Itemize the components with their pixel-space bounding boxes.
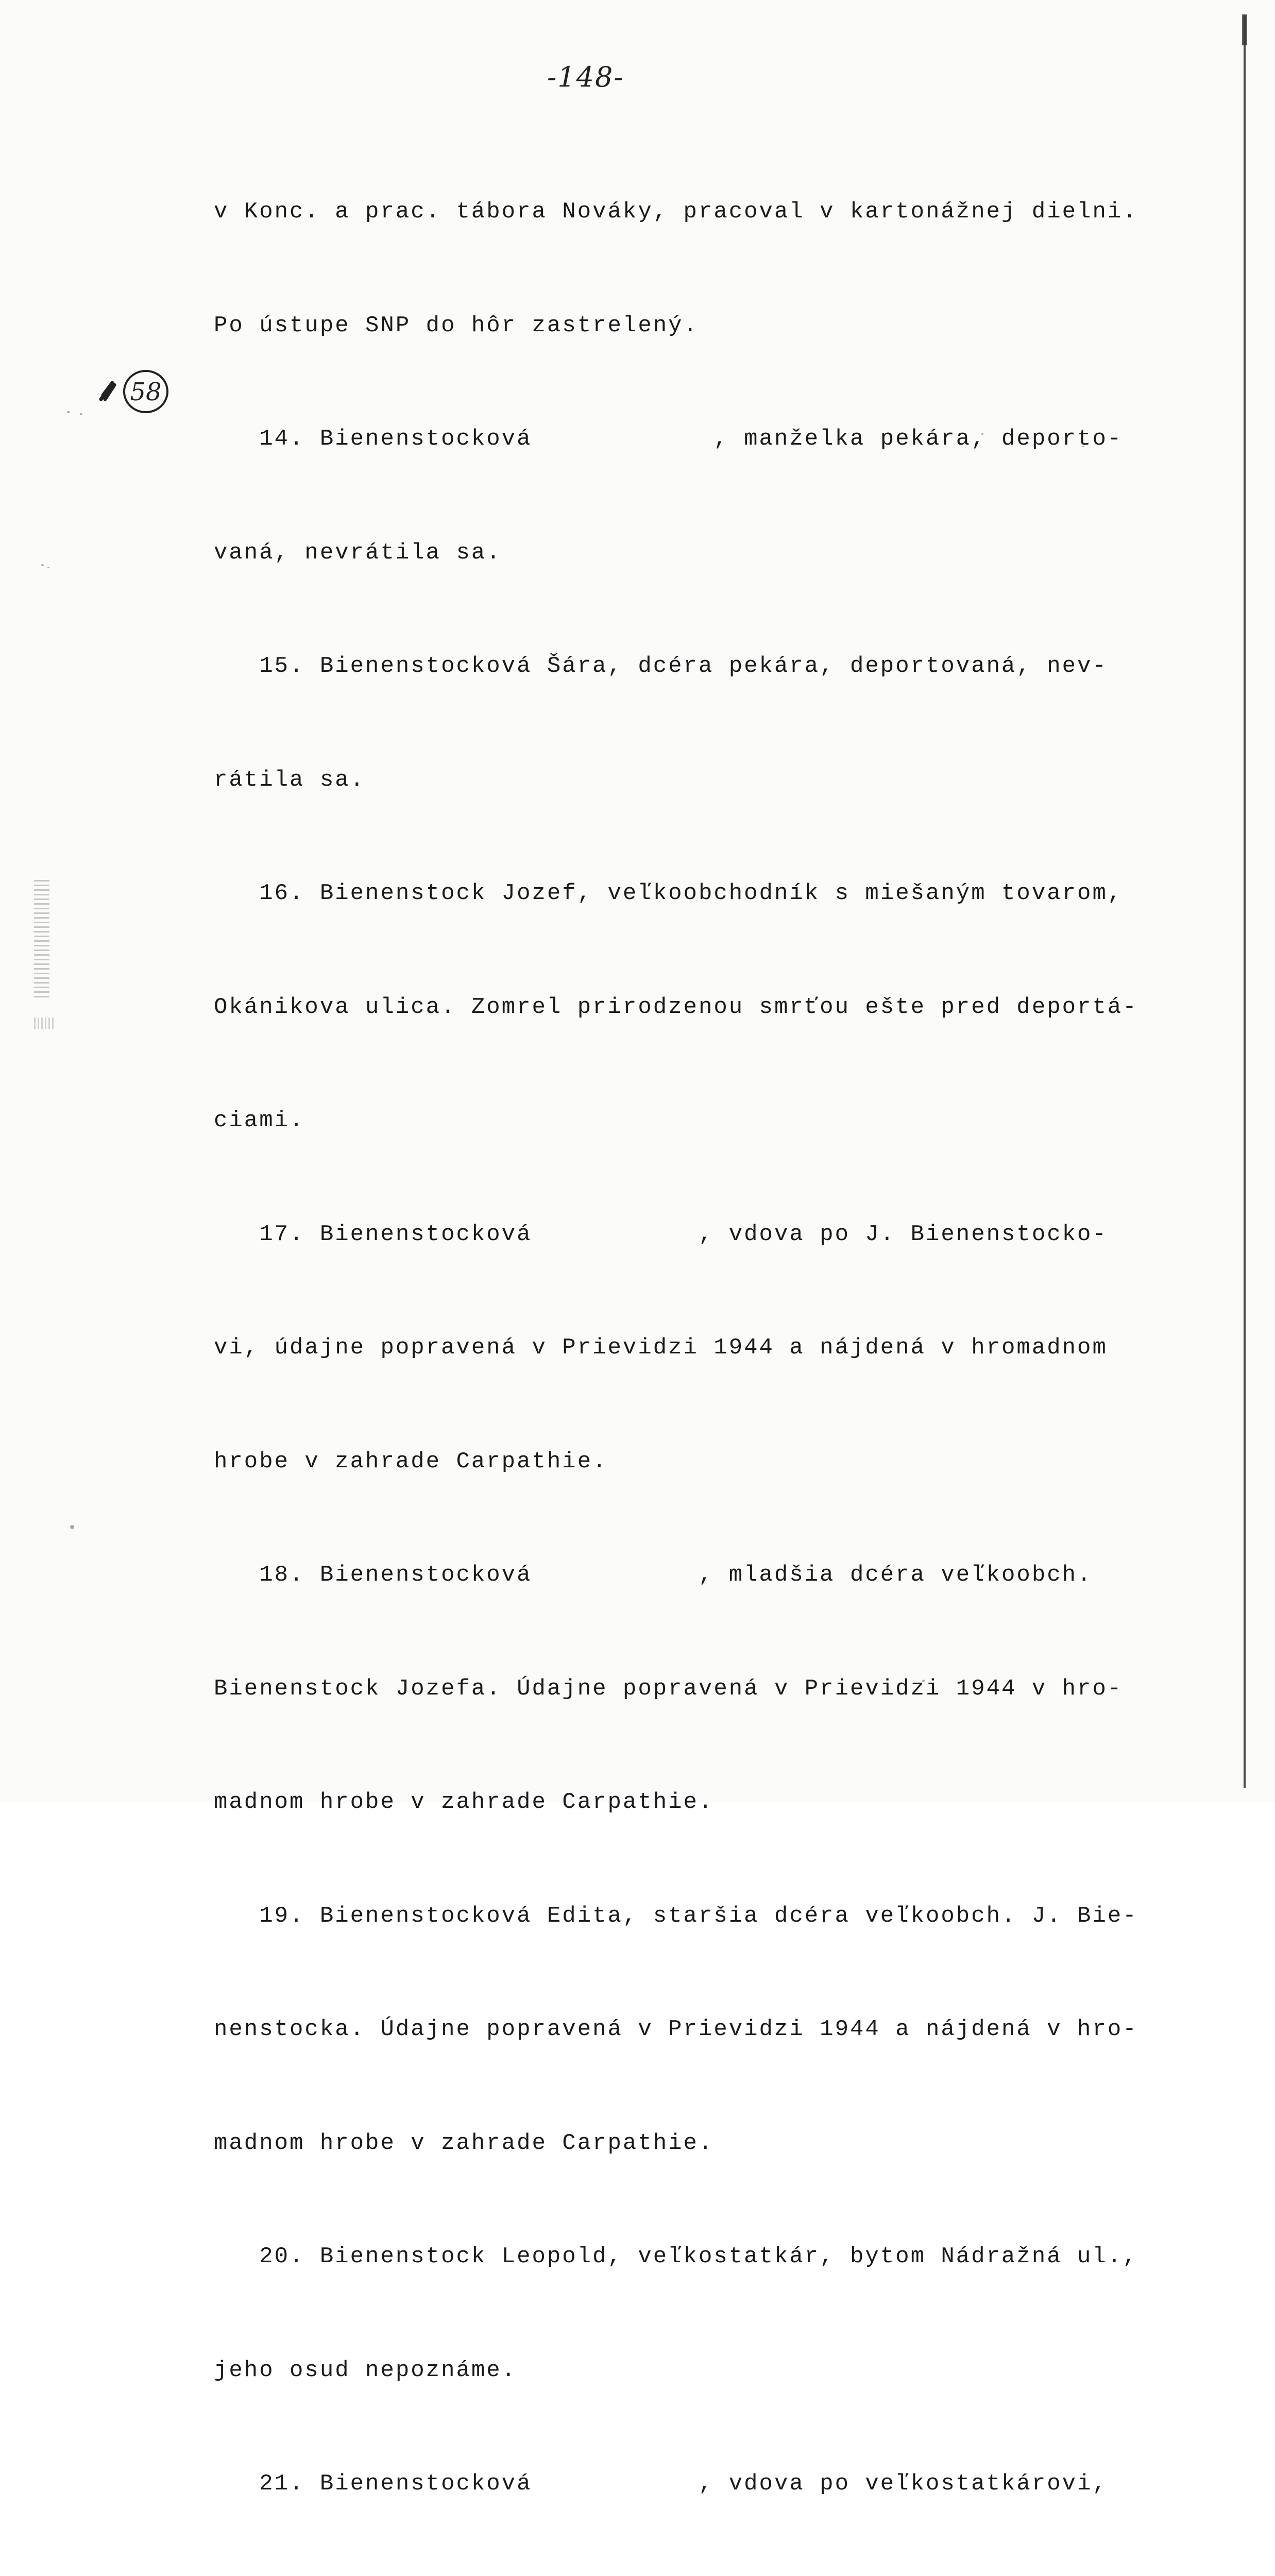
text-line: 21. Bienenstocková , vdova po veľkostatkárovi, bbox=[214, 2471, 1108, 2497]
text-line: ciami. bbox=[214, 1108, 305, 1133]
text-line: Okánikova ulica. Zomrel prirodzenou smrťou ešte pred deportá- bbox=[214, 994, 1138, 1020]
text-line: vi, údajne popravená v Prievidzi 1944 a nájdená v hromadnom bbox=[214, 1335, 1108, 1361]
page-number: -148- bbox=[547, 61, 624, 93]
text-line: Bienenstock Jozefa. Údajne popravená v Prievidzi 1944 v hro- bbox=[214, 1675, 1123, 1702]
scan-speck bbox=[41, 564, 44, 566]
document-body bbox=[214, 117, 1193, 2576]
scan-edge-mark bbox=[1242, 14, 1247, 45]
scan-speck bbox=[47, 567, 49, 568]
text-line: v Konc. a prac. tábora Nováky, pracoval v kartonážnej dielni. bbox=[214, 199, 1138, 225]
text-line: hrobe v zahrade Carpathie. bbox=[214, 1448, 608, 1475]
text-line: madnom hrobe v zahrade Carpathie. bbox=[214, 2130, 714, 2156]
scan-speck bbox=[70, 1525, 74, 1529]
scan-edge-line bbox=[1244, 15, 1246, 1788]
text-line: 16. Bienenstock Jozef, veľkoobchodník s miešaným tovarom, bbox=[214, 880, 1123, 906]
text-line: vaná, nevrátila sa. bbox=[214, 539, 502, 566]
scan-smudge bbox=[34, 1018, 55, 1029]
text-line: 15. Bienenstocková Šára, dcéra pekára, deportovaná, nev- bbox=[214, 653, 1108, 679]
text-line: 19. Bienenstocková Edita, staršia dcéra veľkoobch. J. Bie- bbox=[214, 1903, 1138, 1929]
text-line: 20. Bienenstock Leopold, veľkostatkár, bytom Nádražná ul., bbox=[214, 2244, 1138, 2269]
scan-smudge bbox=[34, 880, 49, 998]
scan-speck bbox=[67, 411, 70, 413]
text-line: 17. Bienenstocková , vdova po J. Bienenstocko- bbox=[214, 1221, 1108, 1247]
text-line: 18. Bienenstocková , mladšia dcéra veľkoobch. bbox=[214, 1562, 1093, 1588]
text-line: nenstocka. Údajne popravená v Prievidzi 1944 a nájdená v hro- bbox=[214, 2016, 1138, 2042]
text-line: madnom hrobe v zahrade Carpathie. bbox=[214, 1789, 714, 1815]
text-line: Po ústupe SNP do hôr zastrelený. bbox=[214, 312, 699, 338]
scan-speck bbox=[80, 413, 82, 415]
margin-tick-mark bbox=[101, 383, 114, 399]
text-line: rátila sa. bbox=[214, 767, 366, 793]
text-line: jeho osud nepoznáme. bbox=[214, 2357, 517, 2383]
margin-note-text: 58 bbox=[130, 378, 162, 406]
text-line: 14. Bienenstocková , manželka pekára, deporto- bbox=[214, 426, 1123, 452]
margin-annotation bbox=[97, 363, 179, 420]
